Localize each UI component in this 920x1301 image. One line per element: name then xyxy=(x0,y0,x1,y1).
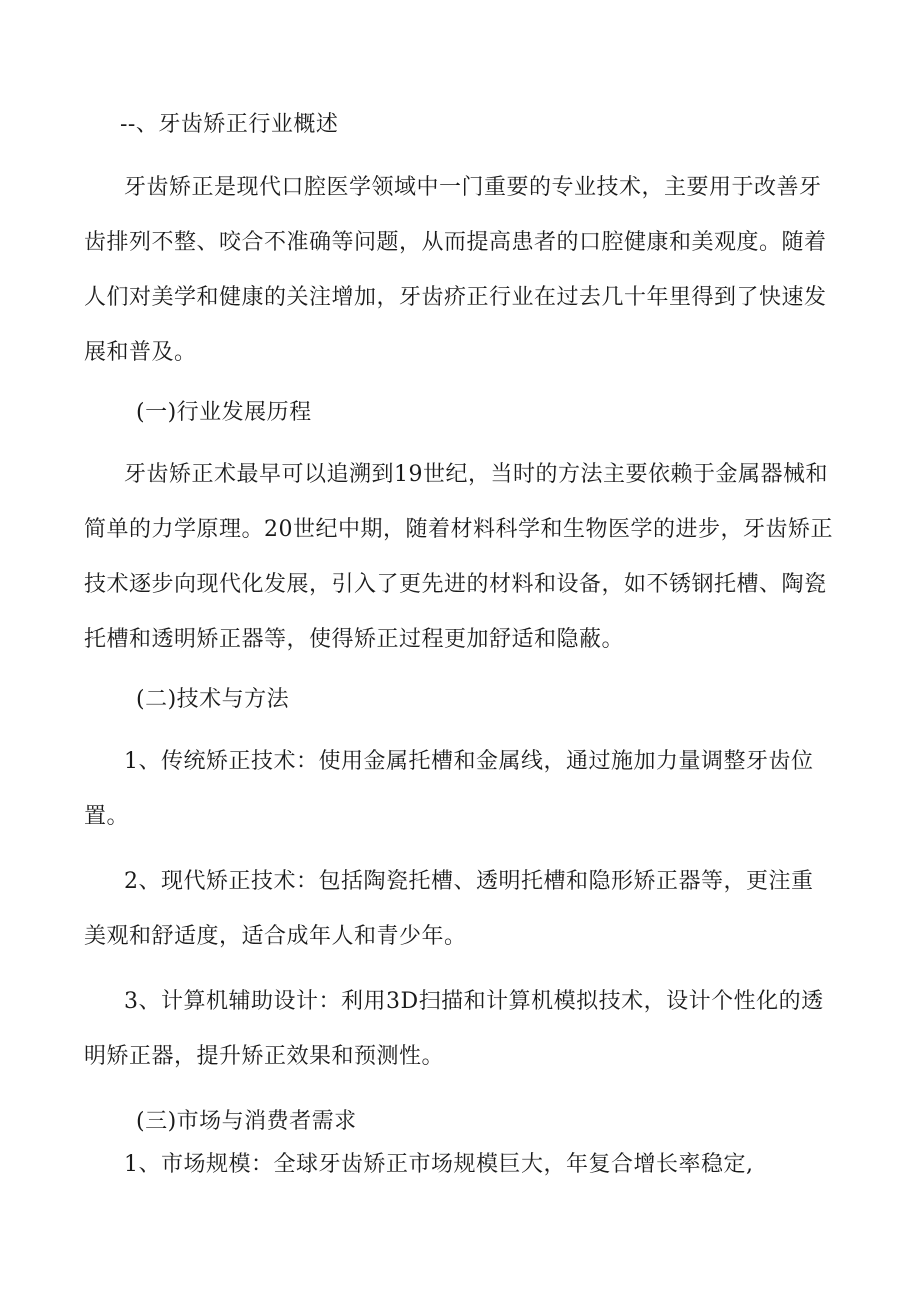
paragraph-line: 简单的力学原理。20世纪中期，随着材料科学和生物医学的进步，牙齿矫正 xyxy=(84,517,833,542)
paragraph-line: 技术逐步向现代化发展，引入了更先进的材料和设备，如不锈钢托槽、陶瓷 xyxy=(84,572,827,597)
subsection-heading: (一)行业发展历程 xyxy=(136,400,312,425)
list-item-line: 2、现代矫正技术：包括陶瓷托槽、透明托槽和隐形矫正器等，更注重 xyxy=(124,869,814,894)
list-item-line: 1、传统矫正技术：使用金属托槽和金属线，通过施加力量调整牙齿位 xyxy=(124,749,814,774)
paragraph-line: 展和普及。 xyxy=(84,340,197,365)
paragraph-line: 人们对美学和健康的关注增加，牙齿疥正行业在过去几十年里得到了快速发 xyxy=(84,285,827,310)
list-item-line: 置。 xyxy=(84,804,130,829)
paragraph-line: 牙齿矫正术最早可以追溯到19世纪，当时的方法主要依赖于金属器械和 xyxy=(124,462,828,487)
paragraph-line: 牙齿矫正是现代口腔医学领域中一门重要的专业技术，主要用于改善牙 xyxy=(124,175,822,200)
list-item-line: 美观和舒适度，适合成年人和青少年。 xyxy=(84,924,467,949)
list-item-line: 1、市场规模：全球牙齿矫正市场规模巨大，年复合增长率稳定, xyxy=(124,1152,754,1177)
paragraph-line: 托槽和透明矫正器等，使得矫正过程更加舒适和隐蔽。 xyxy=(84,627,625,652)
list-item-line: 明矫正器，提升矫正效果和预测性。 xyxy=(84,1044,445,1069)
paragraph-line: 齿排列不整、咬合不准确等问题，从而提高患者的口腔健康和美观度。随着 xyxy=(84,230,827,255)
subsection-heading: (三)市场与消费者需求 xyxy=(136,1109,357,1134)
subsection-heading: (二)技术与方法 xyxy=(136,687,290,712)
list-item-line: 3、计算机辅助设计：利用3D扫描和计算机模拟技术，设计个性化的透 xyxy=(124,989,824,1014)
section-title: --、牙齿矫正行业概述 xyxy=(120,112,339,137)
